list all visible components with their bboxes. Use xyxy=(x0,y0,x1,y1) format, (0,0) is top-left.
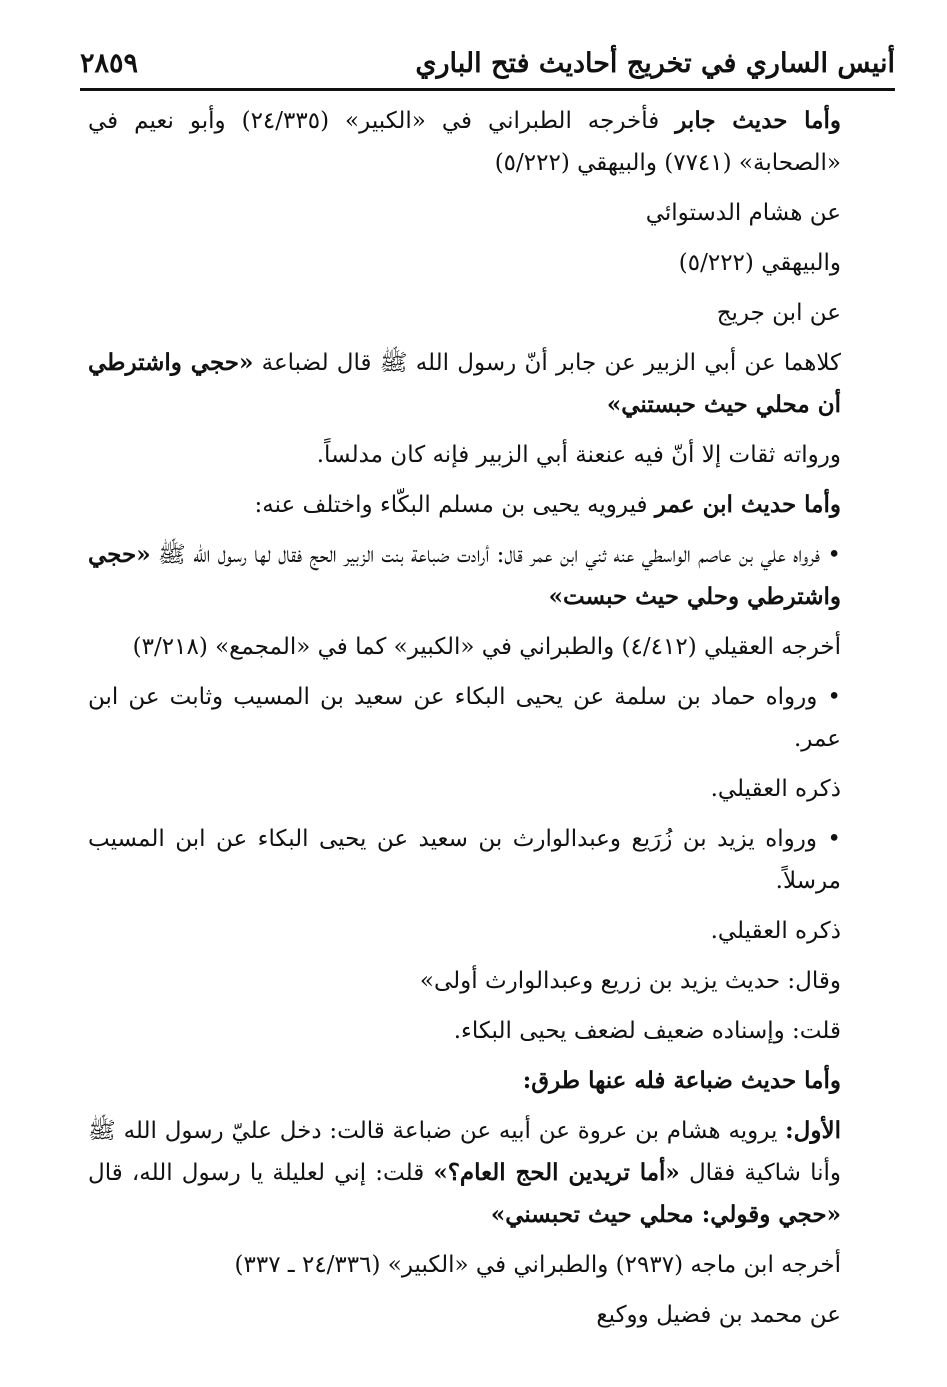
book-title: أنيس الساري في تخريج أحاديث فتح الباري xyxy=(415,48,895,79)
paragraph xyxy=(88,342,891,426)
paragraph xyxy=(88,910,891,952)
paragraph xyxy=(88,1010,891,1052)
text-run: أخرجه ابن ماجه (٢٩٣٧) والطبراني في «الكبير» (٢٤/٣٣٦ ـ ٣٣٧) xyxy=(234,1252,841,1278)
bold-text: «حجي واشترطي أن محلي حيث حبستني» xyxy=(88,349,841,418)
bold-text: «حجي وقولي: محلي حيث تحبسني» xyxy=(490,1201,841,1228)
paragraph xyxy=(88,292,891,334)
paragraph xyxy=(88,1244,891,1286)
header-rule xyxy=(80,88,895,91)
bold-text: وأما حديث ضباعة فله عنها طرق: xyxy=(522,1067,841,1094)
text-run: • فرواه علي بن عاصم الواسطي عنه ثني ابن عمر قال: أرادت ضباعة بنت الزبير الحج فقال لها رسول الله ﷺ xyxy=(150,542,841,568)
paragraph xyxy=(88,960,891,1002)
paragraph xyxy=(88,626,891,668)
text-run: أخرجه العقيلي (٤/٤١٢) والطبراني في «الكبير» كما في «المجمع» (٣/٢١٨) xyxy=(132,634,841,660)
paragraph xyxy=(88,534,891,618)
bold-text: وأما حديث ابن عمر xyxy=(654,491,841,518)
text-run: يرويه هشام بن عروة عن أبيه عن ضباعة قالت: دخل عليّ رسول الله ﷺ وأنا شاكية فقال xyxy=(88,1118,841,1186)
paragraph xyxy=(88,434,891,476)
paragraph xyxy=(88,192,891,234)
paragraph xyxy=(88,1060,891,1102)
text-run: قلت: وإسناده ضعيف لضعف يحيى البكاء. xyxy=(453,1018,841,1044)
page-number: ٢٨٥٩ xyxy=(80,48,139,79)
text-run: ورواته ثقات إلا أنّ فيه عنعنة أبي الزبير فإنه كان مدلساً. xyxy=(316,442,841,468)
text-run: عن هشام الدستوائي xyxy=(645,200,841,226)
paragraph xyxy=(88,1294,891,1336)
paragraph xyxy=(88,1110,891,1236)
text-run: فأخرجه الطبراني في «الكبير» (٢٤/٣٣٥) وأبو نعيم في «الصحابة» (٧٧٤١) والبيهقي (٥/٢٢٢) xyxy=(88,108,841,176)
text-run: كلاهما عن أبي الزبير عن جابر أنّ رسول الله ﷺ قال لضباعة xyxy=(253,350,841,376)
text-run: وقال: حديث يزيد بن زريع وعبدالوارث أولى» xyxy=(419,968,841,994)
paragraph xyxy=(88,100,891,184)
text-run: قلت: إني لعليلة يا رسول الله، قال xyxy=(88,1160,434,1186)
text-run: ذكره العقيلي. xyxy=(710,776,841,802)
text-run: والبيهقي (٥/٢٢٢) xyxy=(678,250,841,276)
paragraph xyxy=(88,242,891,284)
text-run: عن ابن جريج xyxy=(716,300,841,326)
text-run: • ورواه حماد بن سلمة عن يحيى البكاء عن سعيد بن المسيب وثابت عن ابن عمر. xyxy=(88,684,841,752)
text-run: • ورواه يزيد بن زُرَيع وعبدالوارث بن سعيد عن يحيى البكاء عن ابن المسيب مرسلاً. xyxy=(88,826,841,894)
text-run: فيرويه يحيى بن مسلم البكّاء واختلف عنه: xyxy=(254,492,655,518)
bold-text: الأول: xyxy=(785,1117,841,1144)
paragraph xyxy=(88,768,891,810)
bold-text: «حجي واشترطي وحلي حيث حبست» xyxy=(88,541,841,610)
paragraph xyxy=(88,676,891,760)
text-run: عن محمد بن فضيل ووكيع xyxy=(596,1302,841,1328)
text-run: ذكره العقيلي. xyxy=(710,918,841,944)
page-header xyxy=(80,42,895,86)
paragraph xyxy=(88,484,891,526)
paragraph xyxy=(88,818,891,902)
bold-text: «أما تريدين الحج العام؟» xyxy=(433,1159,680,1186)
body-text xyxy=(88,100,891,1344)
bold-text: وأما حديث جابر xyxy=(675,107,841,134)
